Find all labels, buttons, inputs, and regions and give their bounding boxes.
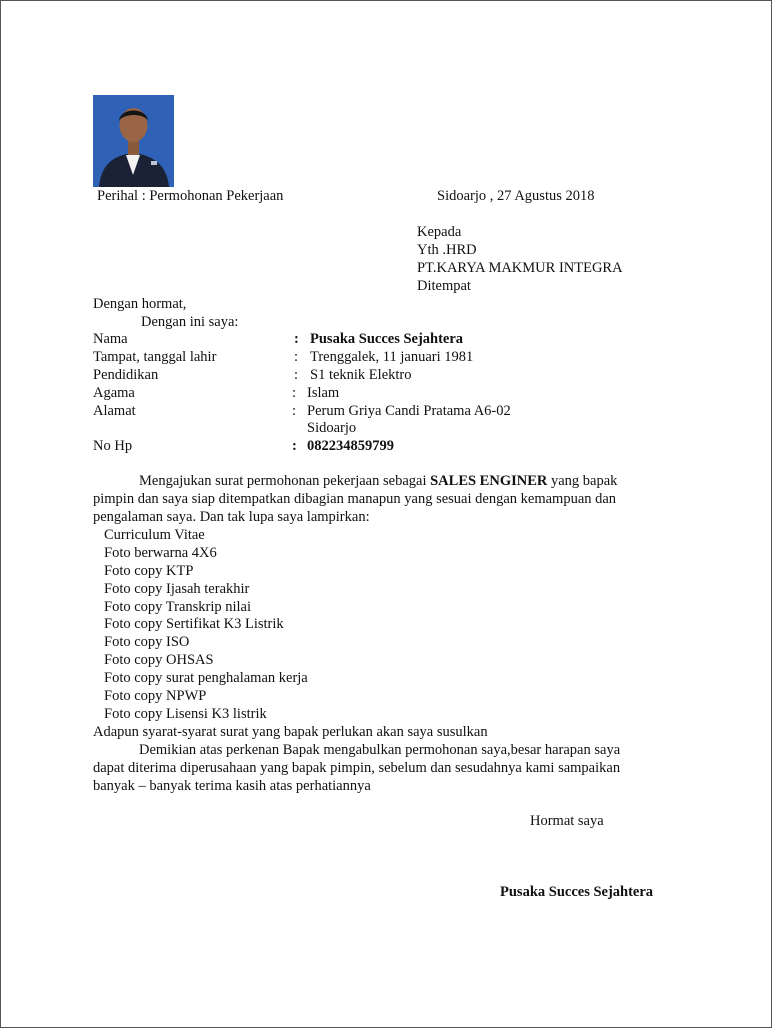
attachment-item: Foto copy Ijasah terakhir	[104, 581, 250, 597]
applicant-portrait-icon	[93, 95, 174, 187]
attachment-item: Foto copy Sertifikat K3 Listrik	[104, 616, 284, 632]
closing-salutation: Hormat saya	[530, 813, 604, 829]
value-alamat-line1: Perum Griya Candi Pratama A6-02	[307, 403, 511, 419]
application-paragraph	[93, 472, 653, 526]
place-date: Sidoarjo , 27 Agustus 2018	[437, 188, 595, 204]
colon-nama: :	[294, 331, 299, 347]
label-nama: Nama	[93, 331, 128, 347]
attachment-item: Foto copy OHSAS	[104, 652, 214, 668]
value-nama: Pusaka Succes Sejahtera	[310, 331, 464, 347]
colon-alamat: :	[292, 403, 297, 419]
value-alamat-line2: Sidoarjo	[307, 420, 357, 436]
label-alamat: Alamat	[93, 403, 136, 419]
label-pendidikan: Pendidikan	[93, 367, 159, 383]
value-agama: Islam	[307, 385, 340, 401]
recipient-kepada: Kepada	[417, 224, 462, 240]
greeting: Dengan hormat,	[93, 296, 187, 312]
colon-agama: :	[292, 385, 297, 401]
applicant-photo	[93, 95, 174, 187]
label-ttl: Tampat, tanggal lahir	[93, 349, 217, 365]
attachment-item: Curriculum Vitae	[104, 527, 205, 543]
label-hp: No Hp	[93, 438, 133, 454]
attachment-item: Foto copy Transkrip nilai	[104, 599, 252, 615]
value-hp: 082234859799	[307, 438, 394, 454]
recipient-hrd: Yth .HRD	[417, 242, 477, 258]
attachment-item: Foto copy NPWP	[104, 688, 207, 704]
recipient-company: PT.KARYA MAKMUR INTEGRA	[417, 260, 623, 276]
attachment-item: Foto copy surat penghalaman kerja	[104, 670, 308, 686]
colon-hp: :	[292, 438, 297, 454]
paragraph-text-b: yang bapak pimpin dan saya siap ditempatkan dibagian manapun yang sesuai dengan kemampuan dan pengalaman saya. Dan tak lupa saya lampirkan:	[93, 473, 618, 525]
label-agama: Agama	[93, 385, 135, 401]
adapun-line: Adapun syarat-syarat surat yang bapak perlukan akan saya susulkan	[93, 724, 488, 740]
value-ttl: Trenggalek, 11 januari 1981	[310, 349, 474, 365]
attachment-item: Foto copy ISO	[104, 634, 190, 650]
paragraph-text-a: Mengajukan surat permohonan pekerjaan sebagai	[139, 473, 427, 489]
recipient-ditempat: Ditempat	[417, 278, 471, 294]
closing-text: Demikian atas perkenan Bapak mengabulkan permohonan saya,besar harapan saya dapat diterima diperusahaan yang bapak pimpin, sebelum dan sesudahnya kami sampaikan banyak – banyak terima kasih atas perhatiannya	[93, 742, 621, 794]
closing-paragraph	[93, 741, 653, 795]
attachment-item: Foto copy Lisensi K3 listrik	[104, 706, 267, 722]
intro-line: Dengan ini saya:	[141, 314, 239, 330]
subject-line: Perihal : Permohonan Pekerjaan	[97, 188, 284, 204]
colon-pendidikan: :	[294, 367, 299, 383]
signature-name: Pusaka Succes Sejahtera	[500, 884, 654, 900]
attachment-item: Foto berwarna 4X6	[104, 545, 217, 561]
position-title: SALES ENGINER	[430, 473, 548, 489]
attachment-item: Foto copy KTP	[104, 563, 194, 579]
colon-ttl: :	[294, 349, 299, 365]
value-pendidikan: S1 teknik Elektro	[310, 367, 412, 383]
